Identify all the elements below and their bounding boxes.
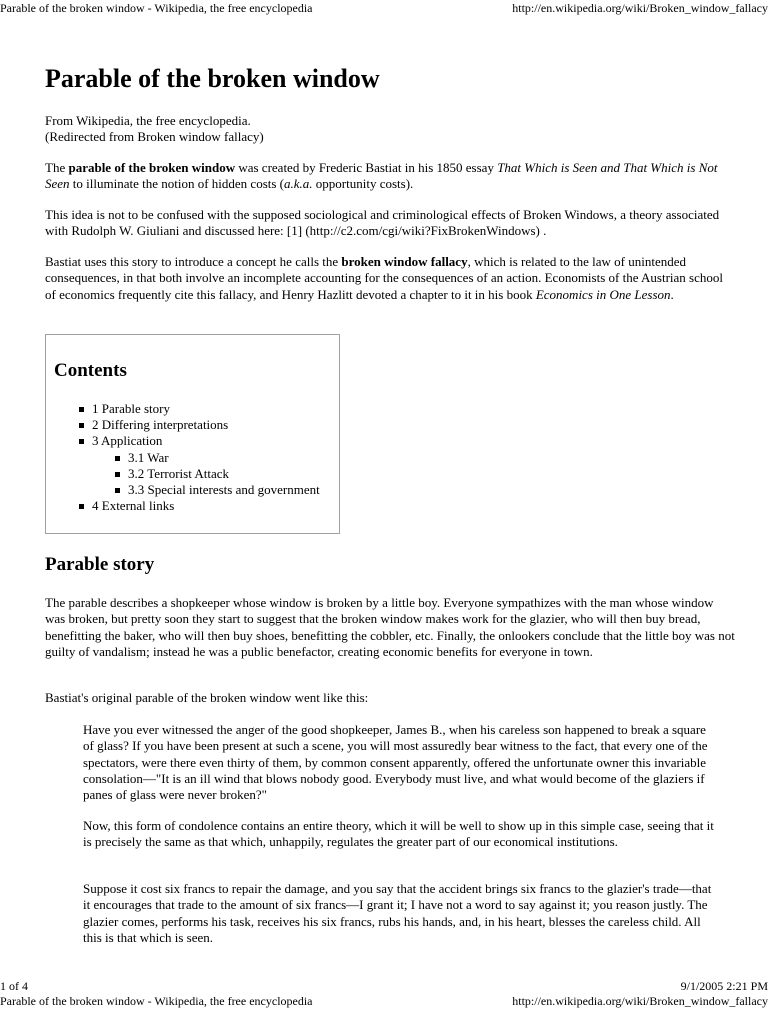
toc-item-parable-story[interactable]: 1 Parable story	[78, 401, 320, 417]
broken-windows-note: This idea is not to be confused with the supposed sociological and criminological effects of Broken Windows, a theory associated with Rudolph W. Giuliani and discussed here: [1] (http://c2.com/cgi/wiki?FixBrokenWindows) .	[45, 207, 720, 239]
quote-paragraph-3: Suppose it cost six francs to repair the damage, and you say that the accident brings six francs to the glazier's trade—that it encourages that trade to the amount of six francs—I grant it; I have not a word to say against it; you reason justly. The glazier comes, performs his task, receives his six francs, rubs his hands, and, in his heart, blesses the careless child. All this is that which is seen.	[83, 881, 712, 945]
page-title: Parable of the broken window	[45, 64, 380, 93]
print-footer-url: http://en.wikipedia.org/wiki/Broken_window_fallacy	[512, 994, 768, 1008]
toc-item-application	[78, 433, 320, 498]
print-datetime: 9/1/2005 2:21 PM	[680, 979, 768, 993]
toc-sublist	[114, 450, 320, 499]
table-of-contents	[45, 334, 340, 534]
fallacy-text: Bastiat uses this story to introduce a concept he calls the	[45, 254, 342, 269]
intro-text: was created by Frederic Bastiat in his 1850 essay	[235, 160, 498, 175]
from-line: From Wikipedia, the free encyclopedia.	[45, 113, 251, 128]
term-parable: parable of the broken window	[68, 160, 236, 175]
fallacy-text: .	[670, 286, 674, 302]
toc-title: Contents	[54, 360, 127, 381]
fallacy-paragraph	[45, 254, 735, 303]
toc-item-external-links[interactable]: 4 External links	[78, 498, 320, 514]
print-header-title: Parable of the broken window - Wikipedia, the free encyclopedia	[0, 1, 313, 15]
toc-item-war[interactable]: 3.1 War	[114, 450, 320, 466]
essay-title: That Which is Seen and That Which is Not Seen	[45, 160, 718, 192]
aka-abbrev: a.k.a.	[284, 176, 313, 192]
intro-text: The	[45, 160, 69, 175]
toc-item-differing-interpretations[interactable]: 2 Differing interpretations	[78, 417, 320, 433]
redirect-note: (Redirected from Broken window fallacy)	[45, 129, 264, 145]
site-subtitle	[45, 113, 735, 146]
fallacy-text: , which is related to the law of unintended consequences, in that both involve an incomplete accounting for the consequences of an action. Economists of the Austrian school of economics frequently cite this fallacy, and Henry Hazlitt devoted a chapter to it in his book	[45, 254, 723, 302]
intro-text: to illuminate the notion of hidden costs (	[69, 176, 285, 192]
book-title: Economics in One Lesson	[535, 286, 671, 302]
parable-description: The parable describes a shopkeeper whose window is broken by a little boy. Everyone sympathizes with the man whose window was broken, but pretty soon they start to suggest that the broken window makes work for the glazier, who will then buy bread, benefitting the baker, who will then buy shoes, benefitting the cobbler, etc. Finally, the onlookers conclude that the little boy was not guilty of vandalism; instead he was a public benefactor, creating economic benefits for everyone in town.	[45, 595, 735, 659]
toc-item-terrorist-attack[interactable]: 3.2 Terrorist Attack	[114, 466, 320, 482]
toc-item-application-link[interactable]: 3 Application	[92, 433, 163, 449]
term-fallacy: broken window fallacy	[341, 254, 468, 269]
quote-paragraph-2: Now, this form of condolence contains an entire theory, which it will be well to show up in this simple case, seeing that it is precisely the same as that which, unhappily, regulates the greater part of our economical institutions.	[83, 818, 714, 850]
toc-item-special-interests[interactable]: 3.3 Special interests and government	[114, 482, 320, 498]
intro-paragraph	[45, 160, 735, 193]
print-header-url: http://en.wikipedia.org/wiki/Broken_window_fallacy	[512, 1, 768, 15]
section-heading-parable-story: Parable story	[45, 554, 155, 575]
parable-intro: Bastiat's original parable of the broken window went like this:	[45, 690, 369, 705]
intro-text: opportunity costs).	[312, 176, 414, 192]
toc-list	[78, 401, 320, 514]
quote-paragraph-1: Have you ever witnessed the anger of the good shopkeeper, James B., when his careless son happened to break a square of glass? If you have been present at such a scene, you will most assuredly bear witness to the fact, that every one of the spectators, were there even thirty of them, by common consent apparently, offered the unfortunate owner this invariable consolation—"It is an ill wind that blows nobody good. Everybody must live, and what would become of the glaziers if panes of glass were never broken?"	[83, 722, 708, 803]
page-number: 1 of 4	[0, 979, 28, 993]
print-footer-title: Parable of the broken window - Wikipedia, the free encyclopedia	[0, 994, 313, 1008]
